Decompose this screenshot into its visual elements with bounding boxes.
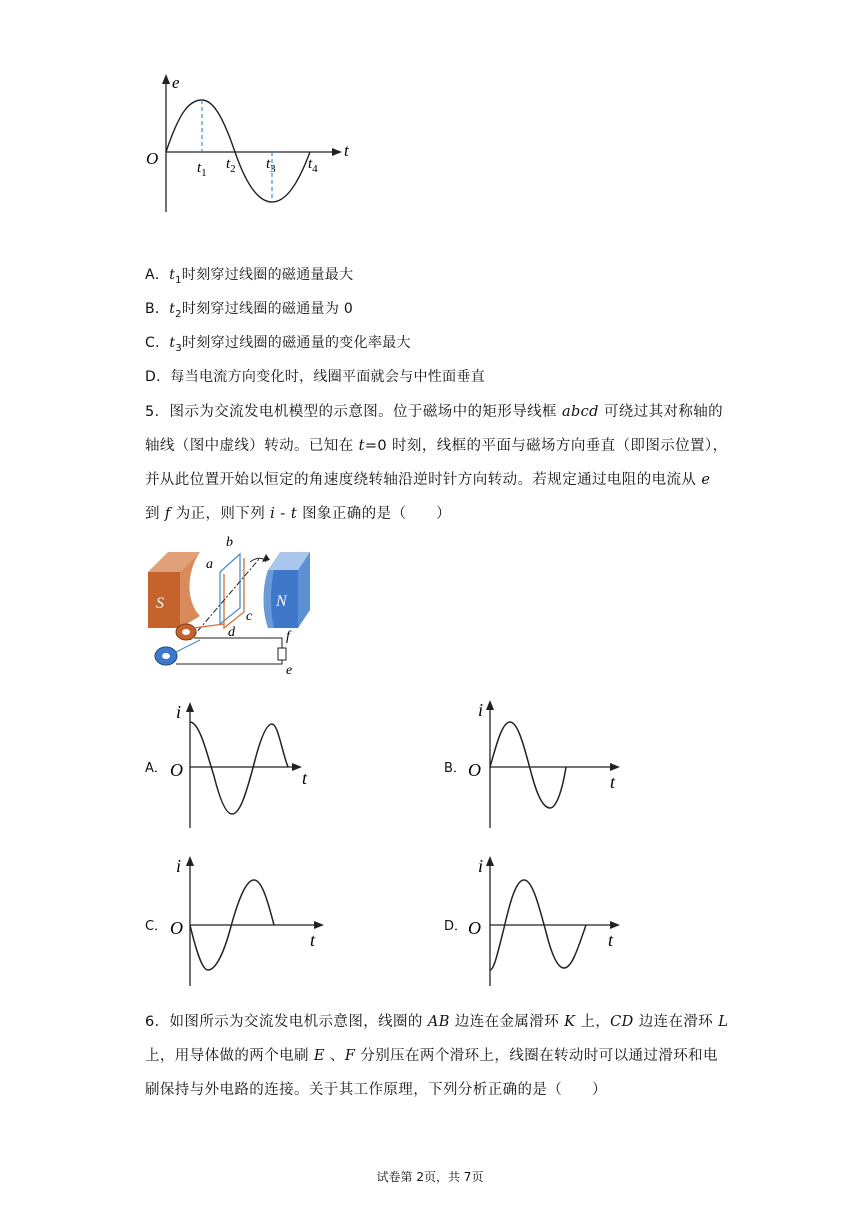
x-label: t [344, 141, 349, 160]
q5-option-c-letter[interactable]: C． [145, 919, 168, 934]
q4-option-b[interactable]: B．$t_2$时刻穿过线圈的磁通量为 0 [145, 301, 354, 320]
t4-label: $t_4$ [308, 156, 318, 175]
q5-stem-line4: 到 f 为正，则下列 i - t 图象正确的是（ ） [145, 506, 452, 522]
q4-option-a[interactable]: A．$t_1$时刻穿过线圈的磁通量最大 [145, 267, 354, 286]
q5-option-d-letter[interactable]: D． [444, 919, 468, 934]
svg-text:t: t [608, 930, 614, 950]
option-letter: A． [145, 267, 170, 283]
svg-text:O: O [468, 918, 481, 938]
generator-diagram [140, 532, 330, 680]
q4-option-d[interactable]: D．每当电流方向变化时，线圈平面就会与中性面垂直 [145, 369, 485, 385]
svg-text:t: t [302, 768, 308, 788]
t3-label: $t_3$ [266, 156, 276, 175]
q6-stem-line2: 上，用导体做的两个电刷 E 、F 分别压在两个滑环上，线圈在转动时可以通过滑环和电 [145, 1048, 718, 1064]
q5-option-a-graph[interactable] [164, 698, 324, 830]
q5-option-b-letter[interactable]: B． [444, 761, 466, 776]
svg-text:e: e [286, 663, 293, 678]
svg-text:S: S [156, 595, 164, 612]
q5-option-a-letter[interactable]: A． [145, 761, 167, 776]
svg-text:t: t [310, 930, 316, 950]
y-label: e [172, 73, 180, 92]
svg-text:N: N [276, 593, 287, 610]
svg-text:O: O [170, 918, 183, 938]
q5-option-d-graph[interactable] [464, 852, 624, 988]
option-letter: D． [145, 369, 171, 385]
t1-label: $t_1$ [197, 160, 207, 179]
q5-option-c-graph[interactable] [164, 852, 324, 988]
svg-text:b: b [226, 535, 233, 550]
svg-text:i: i [478, 856, 484, 876]
svg-text:a: a [206, 557, 213, 572]
svg-text:c: c [246, 609, 253, 624]
option-letter: C． [145, 335, 170, 351]
origin-label: O [146, 149, 159, 168]
q6-stem-line1: 6．如图所示为交流发电机示意图，线圈的 AB 边连在金属滑环 K 上，CD 边连在滑环 L [145, 1014, 729, 1030]
svg-text:i: i [176, 702, 182, 722]
q5-stem-line3: 并从此位置开始以恒定的角速度绕转轴沿逆时针方向转动。若规定通过电阻的电流从 e [145, 472, 711, 488]
svg-text:i: i [478, 700, 484, 720]
svg-text:O: O [468, 760, 481, 780]
e-t-graph [140, 70, 370, 220]
svg-text:t: t [610, 772, 616, 792]
coil-front [220, 554, 240, 624]
q5-option-b-graph[interactable] [464, 696, 624, 830]
option-letter: B． [145, 301, 170, 317]
t2-label: $t_2$ [226, 156, 236, 175]
sine-curve [166, 100, 310, 202]
q5-stem-line1: 5．图示为交流发电机模型的示意图。位于磁场中的矩形导线框 abcd 可绕过其对称轴的 [145, 404, 724, 420]
coil-back [224, 558, 244, 628]
page-footer: 试卷第 2页，共 7页 [376, 1170, 484, 1184]
svg-text:d: d [228, 625, 235, 640]
svg-text:f: f [286, 629, 290, 644]
resistor [278, 648, 286, 660]
s-magnet [148, 572, 180, 628]
q6-stem-line3: 刷保持与外电路的连接。关于其工作原理，下列分析正确的是（ ） [145, 1082, 607, 1098]
q4-option-c[interactable]: C．$t_3$时刻穿过线圈的磁通量的变化率最大 [145, 335, 411, 354]
svg-text:O: O [170, 760, 183, 780]
q5-stem-line2: 轴线（图中虚线）转动。已知在 t=0 时刻，线框的平面与磁场方向垂直（即图示位置）， [145, 438, 728, 454]
svg-text:i: i [176, 856, 182, 876]
